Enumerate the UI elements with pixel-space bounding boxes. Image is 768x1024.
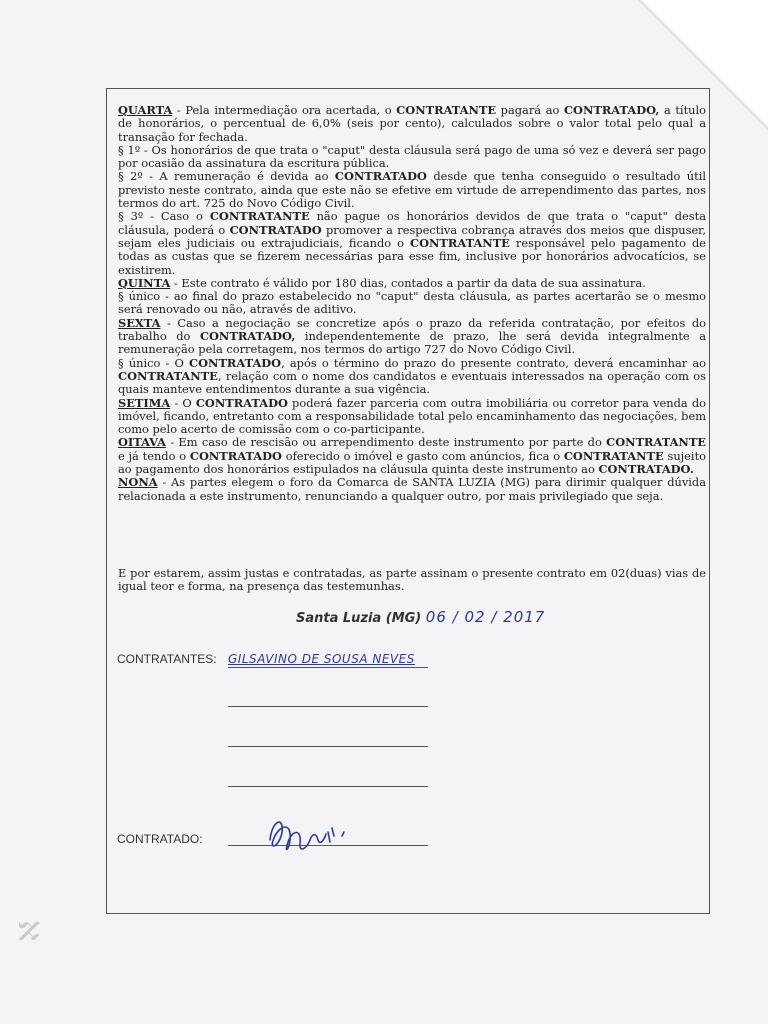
clause-text: promover a respectiva cobrança através dos meios que dispuser, sejam eles judiciais ou extrajudiciais, ficando o: [118, 222, 706, 250]
clause-bold: CONTRATANTE: [396, 103, 497, 117]
clause-text: pagará ao: [496, 103, 564, 117]
clause-bold: CONTRATANTE: [606, 435, 706, 450]
clause-bold: CONTRATADO,: [199, 329, 296, 344]
clause-heading: NONA: [118, 475, 158, 490]
signature-line: [228, 746, 428, 747]
clause-text: independentemente de prazo, lhe será devida integralmente a remuneração pela corretagem, nos termos do artigo 727 do Novo Código Civil.: [118, 329, 706, 357]
clause-text: poderá fazer parceria com outra imobiliária ou corretor para venda do imóvel, ficando, entretanto com a responsabilidade total pelo encaminhamento das negociações, bem como pelo acerto de comissão com o co-participante.: [118, 395, 706, 437]
clause-bold: CONTRATANTE: [209, 209, 310, 224]
clause-bold: CONTRATADO: [189, 448, 282, 463]
handwritten-date: 06 / 02 / 2017: [425, 608, 546, 626]
contratantes-label: CONTRATANTES:: [117, 652, 217, 666]
clause-text: - Em caso de rescisão ou arrependimento deste instrumento por parte do: [165, 435, 607, 450]
clause-quarta-p3: [118, 210, 706, 276]
clause-sexta: [118, 317, 706, 357]
clause-heading: QUARTA: [118, 103, 173, 117]
clause-text: § único - O: [118, 355, 190, 370]
clause-bold: CONTRATANTE: [410, 235, 510, 250]
clause-bold: CONTRATADO.: [598, 462, 694, 477]
clause-bold: CONTRATADO: [229, 222, 322, 237]
contratante-handwritten-name: GILSAVINO DE SOUSA NEVES: [228, 652, 415, 666]
clause-quinta: [118, 277, 706, 290]
clause-oitava: [118, 436, 706, 476]
clause-text: - Este contrato é válido por 180 dias, contados a partir da data de sua assinatura.: [170, 275, 646, 290]
signature-line: [228, 667, 428, 668]
clause-text: § 3º - Caso o: [118, 209, 210, 224]
contract-clauses: [118, 104, 706, 503]
clause-text: sujeito ao pagamento dos honorários estipulados na cláusula quinta deste instrumento ao: [118, 448, 707, 477]
clause-text: - As partes elegem o foro da Comarca de SANTA LUZIA (MG) para dirimir qualquer dúvida relacionada a este instrumento, renunciando a qualquer outro, por mais privilegiado que seja.: [118, 475, 706, 503]
place-and-date: [296, 608, 545, 626]
clause-text: a título de honorários, o percentual de 6,0% (seis por cento), calculados sobre o valor total pelo qual a transação for fechada.: [118, 103, 706, 144]
clause-quinta-unico: [118, 290, 706, 317]
clause-bold: CONTRATADO,: [563, 103, 660, 117]
clause-text: responsável pelo pagamento de todas as custas que se fizerem necessárias para esse fim, inclusive por honorários advocatícios, se existirem.: [118, 235, 707, 277]
clause-setima: [118, 397, 706, 437]
clause-bold: CONTRATADO: [195, 395, 288, 410]
clause-quarta-p1: [118, 144, 706, 171]
clause-text: § 2º - A remuneração é devida ao: [118, 169, 335, 184]
clause-heading: OITAVA: [118, 435, 166, 450]
clause-bold: CONTRATANTE: [563, 448, 664, 463]
margin-stamp-mark: ℵ: [11, 920, 45, 941]
signature-line: [228, 786, 428, 787]
clause-bold: CONTRATANTE: [118, 368, 218, 383]
clause-text: - O: [170, 395, 196, 410]
contratado-signature: [262, 810, 362, 860]
clause-sexta-unico: [118, 357, 706, 397]
clause-text: , após o término do prazo do presente contrato, deverá encaminhar ao: [281, 355, 706, 370]
clause-quarta: [118, 104, 706, 144]
clause-heading: SEXTA: [118, 315, 161, 330]
clause-nona: [118, 476, 706, 503]
clause-text: e já tendo o: [118, 448, 190, 463]
clause-bold: CONTRATADO: [189, 355, 282, 370]
clause-text: - Caso a negociação se concretize após o prazo da referida contratação, por efeitos do trabalho do: [118, 315, 706, 344]
clause-text: desde que tenha conseguido o resultado útil previsto neste contrato, ainda que este não se efetive em virtude de arrependimento das partes, nos termos do art. 725 do Novo Código Civil.: [118, 169, 706, 211]
clause-text: § 1º - Os honorários de que trata o "caput" desta cláusula será pago de uma só vez e deverá ser pago por ocasião da assinatura da escritura pública.: [118, 142, 706, 171]
contratado-label: CONTRATADO:: [117, 832, 203, 846]
signature-line: [228, 706, 428, 707]
clause-quarta-p2: [118, 170, 706, 210]
clause-heading: QUINTA: [118, 275, 171, 290]
clause-text: não pague os honorários devidos de que trata o "caput" desta cláusula, poderá o: [118, 209, 706, 237]
clause-bold: CONTRATADO: [334, 169, 427, 184]
place: Santa Luzia (MG): [296, 611, 422, 626]
clause-text: oferecido o imóvel e gasto com anúncios, fica o: [281, 448, 564, 463]
clause-heading: SETIMA: [118, 395, 171, 410]
clause-text: , relação com o nome dos candidatos e eventuais interessados na operação com os quais manteve entendimentos durante a sua vigência.: [118, 368, 706, 397]
closing-statement: E por estarem, assim justas e contratadas, as parte assinam o presente contrato em 02(duas) vias de igual teor e forma, na presença das testemunhas.: [118, 566, 706, 594]
clause-text: - Pela intermediação ora acertada, o: [172, 103, 397, 117]
clause-text: § único - ao final do prazo estabelecido no "caput" desta cláusula, as partes acertarão se o mesmo será renovado ou não, através de aditivo.: [118, 289, 706, 317]
